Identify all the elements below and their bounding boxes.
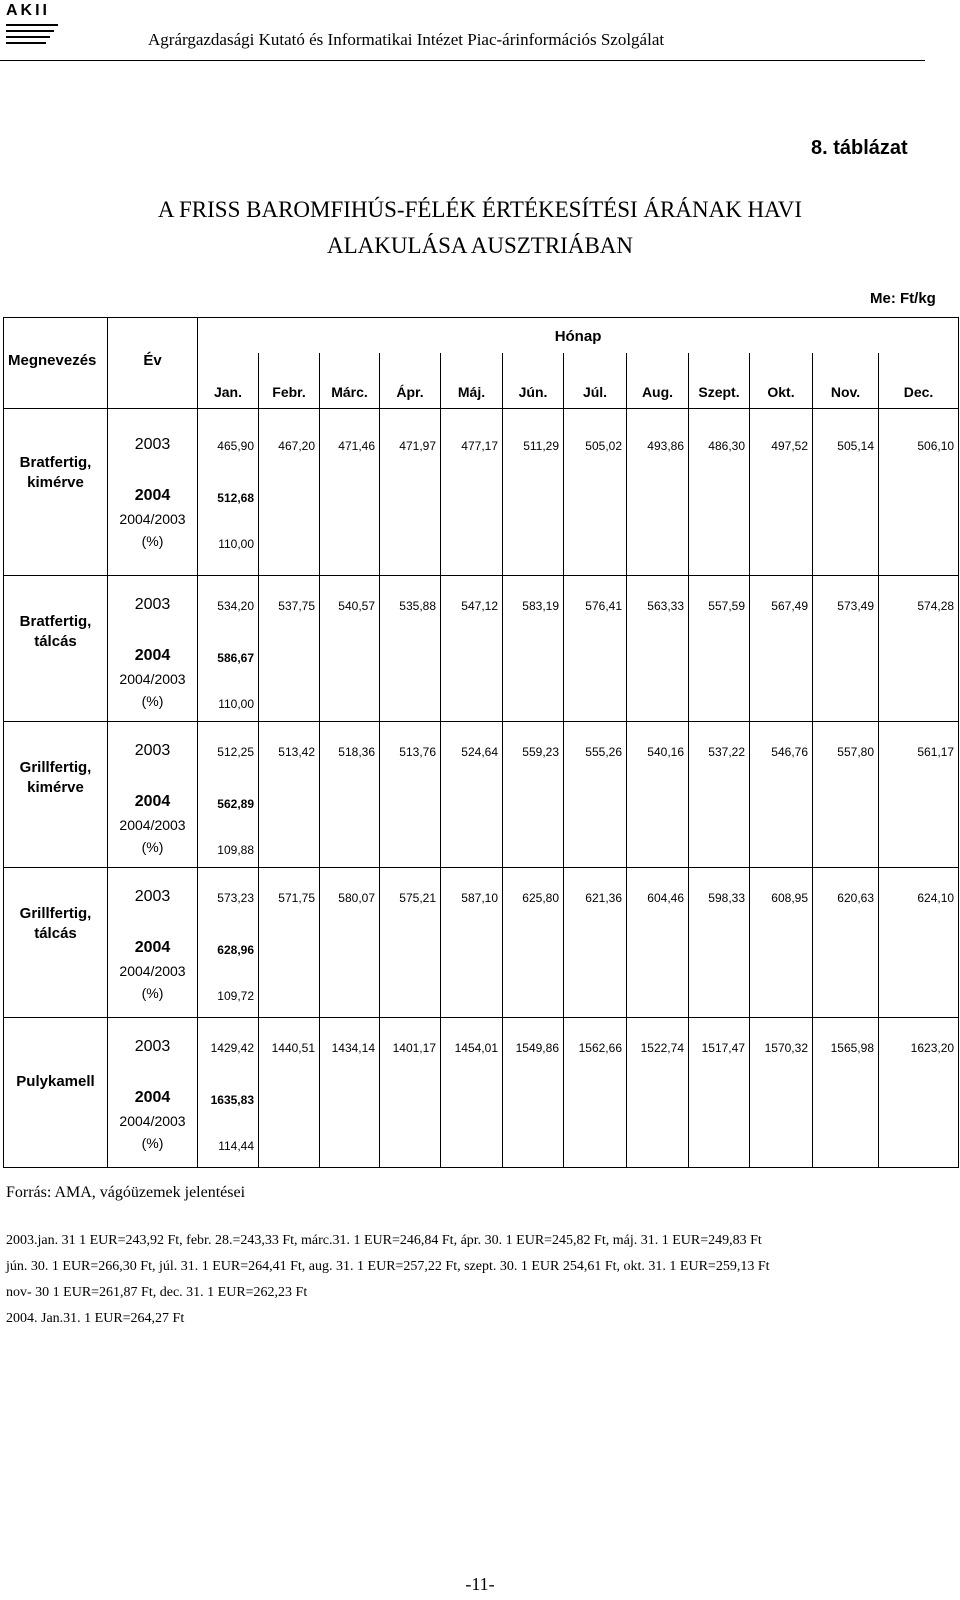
value-2003: 561,17 [917, 745, 955, 759]
value-2003: 1429,42 [210, 1041, 254, 1055]
year-2003-label: 2003 [134, 888, 171, 905]
value-cell [689, 1018, 750, 1168]
value-cell [627, 409, 689, 576]
product-name-cell [4, 722, 108, 868]
year-cell [108, 1018, 198, 1168]
page-number: -11- [465, 1574, 495, 1594]
note-line: 2004. Jan.31. 1 EUR=264,27 Ft [6, 1311, 185, 1326]
year-2004-label: 2004 [134, 487, 171, 504]
akii-logo [4, 2, 60, 50]
value-cell [750, 409, 813, 576]
month-header: Márc. [331, 384, 368, 400]
value-cell [879, 868, 959, 1018]
value-cell [380, 722, 441, 868]
value-cell [259, 409, 320, 576]
ratio-label: 2004/2003 [119, 817, 186, 833]
value-2003: 506,10 [917, 439, 955, 453]
value-cell [879, 576, 959, 722]
value-cell [503, 576, 564, 722]
value-cell [380, 868, 441, 1018]
month-header-cell [441, 353, 503, 409]
value-2004: 628,96 [217, 943, 254, 957]
month-header-cell [259, 353, 320, 409]
product-name-line: tálcás [34, 925, 77, 942]
value-cell [198, 868, 259, 1018]
ratio-label: 2004/2003 [119, 1113, 186, 1129]
month-header: Okt. [767, 384, 795, 400]
value-2003: 574,28 [917, 599, 955, 613]
value-2003: 518,36 [338, 745, 375, 759]
product-row [4, 576, 959, 722]
value-2003: 465,90 [217, 439, 254, 453]
month-header-cell [813, 353, 879, 409]
value-cell [198, 576, 259, 722]
value-2003: 513,42 [278, 745, 315, 759]
year-2003-label: 2003 [134, 742, 171, 759]
value-2003: 587,10 [461, 891, 498, 905]
value-2003: 557,59 [708, 599, 745, 613]
value-2003: 497,52 [771, 439, 808, 453]
exchange-rate-notes [6, 1228, 770, 1332]
ratio-percent-label: (%) [141, 1135, 164, 1151]
product-name-cell [4, 1018, 108, 1168]
logo-line [6, 24, 58, 26]
year-2003-label: 2003 [134, 436, 171, 453]
value-ratio: 109,88 [217, 843, 254, 857]
value-2004: 1635,83 [210, 1093, 254, 1107]
value-2003: 505,02 [585, 439, 622, 453]
note-line: 2003.jan. 31 1 EUR=243,92 Ft, febr. 28.=243,33 Ft, márc.31. 1 EUR=246,84 Ft, ápr. 30. 1 EUR=245,82 Ft, máj. 31. 1 EUR=249,83 Ft [6, 1233, 762, 1248]
header-name: Megnevezés [8, 352, 97, 369]
month-header-cell [689, 353, 750, 409]
year-2004-label: 2004 [134, 1089, 171, 1106]
logo-line [6, 30, 54, 32]
value-2003: 537,75 [278, 599, 315, 613]
month-header: Jan. [213, 384, 242, 400]
value-cell [627, 868, 689, 1018]
ratio-percent-label: (%) [141, 693, 164, 709]
value-cell [320, 868, 380, 1018]
month-header: Aug. [641, 384, 674, 400]
value-cell [503, 722, 564, 868]
value-2003: 621,36 [585, 891, 622, 905]
year-cell [108, 409, 198, 576]
value-cell [320, 409, 380, 576]
value-cell [503, 1018, 564, 1168]
value-2003: 567,49 [771, 599, 808, 613]
institute-name: Agrárgazdasági Kutató és Informatikai Intézet Piac-árinformációs Szolgálat [148, 30, 665, 49]
month-header-cell [320, 353, 380, 409]
value-2003: 559,23 [522, 745, 559, 759]
product-name-cell [4, 868, 108, 1018]
value-2003: 573,23 [217, 891, 254, 905]
value-2003: 505,14 [837, 439, 874, 453]
title-line-1: A FRISS BAROMFIHÚS-FÉLÉK ÉRTÉKESÍTÉSI ÁRÁNAK HAVI [157, 197, 803, 222]
month-header-cell [627, 353, 689, 409]
product-name-cell [4, 409, 108, 576]
month-header-cell [750, 353, 813, 409]
value-cell [503, 409, 564, 576]
value-2004: 562,89 [217, 797, 254, 811]
value-2003: 477,17 [461, 439, 498, 453]
value-cell [380, 576, 441, 722]
value-2003: 534,20 [217, 599, 254, 613]
product-row [4, 868, 959, 1018]
value-ratio: 110,00 [218, 697, 254, 711]
product-name [4, 1072, 107, 1092]
value-cell [441, 868, 503, 1018]
month-header: Máj. [457, 384, 486, 400]
value-cell [627, 576, 689, 722]
product-name-line: Grillfertig, [19, 905, 92, 922]
value-cell [320, 1018, 380, 1168]
ratio-percent-label: (%) [141, 985, 164, 1001]
value-2003: 557,80 [837, 745, 874, 759]
year-cell [108, 722, 198, 868]
note-line: jún. 30. 1 EUR=266,30 Ft, júl. 31. 1 EUR=264,41 Ft, aug. 31. 1 EUR=257,22 Ft, szept. 30. 1 EUR 254,61 Ft, okt. 31. 1 EUR=259,13 Ft [6, 1259, 770, 1274]
product-name-line: Pulykamell [16, 1073, 95, 1090]
logo-line [6, 42, 46, 44]
value-2003: 620,63 [837, 891, 874, 905]
value-cell [689, 868, 750, 1018]
value-2003: 1522,74 [640, 1041, 684, 1055]
month-header: Febr. [272, 384, 306, 400]
value-2003: 575,21 [399, 891, 436, 905]
month-header-cell [503, 353, 564, 409]
product-name-line: kimérve [27, 474, 84, 491]
value-2003: 512,25 [217, 745, 254, 759]
value-cell [689, 722, 750, 868]
value-cell [879, 1018, 959, 1168]
value-cell [689, 576, 750, 722]
value-cell [320, 576, 380, 722]
value-cell [813, 576, 879, 722]
value-2004: 586,67 [217, 651, 254, 665]
month-header: Jún. [518, 384, 548, 400]
value-2003: 513,76 [399, 745, 436, 759]
product-name [4, 904, 107, 944]
value-2003: 1517,47 [701, 1041, 745, 1055]
value-2003: 625,80 [522, 891, 559, 905]
page-title [0, 192, 960, 264]
value-cell [627, 722, 689, 868]
value-cell [320, 722, 380, 868]
month-header-cell [879, 353, 959, 409]
value-2003: 576,41 [585, 599, 622, 613]
year-2003-label: 2003 [134, 1038, 171, 1055]
value-cell [441, 1018, 503, 1168]
value-cell [750, 576, 813, 722]
table-number: 8. táblázat [811, 137, 908, 159]
value-cell [259, 722, 320, 868]
title-line-2: ALAKULÁSA AUSZTRIÁBAN [326, 233, 634, 258]
month-header-cell [380, 353, 441, 409]
source-note: Forrás: AMA, vágóüzemek jelentései [6, 1184, 246, 1201]
product-name [4, 612, 107, 652]
value-cell [198, 1018, 259, 1168]
month-header: Ápr. [396, 384, 424, 400]
value-2003: 1549,86 [515, 1041, 559, 1055]
value-2003: 1440,51 [271, 1041, 315, 1055]
value-2003: 1434,14 [331, 1041, 375, 1055]
month-header-cell [198, 353, 259, 409]
value-cell [441, 722, 503, 868]
year-2004-label: 2004 [134, 793, 171, 810]
product-name-line: Bratfertig, [19, 454, 92, 471]
value-2003: 580,07 [338, 891, 375, 905]
value-cell [813, 868, 879, 1018]
product-row [4, 1018, 959, 1168]
value-2003: 598,33 [708, 891, 745, 905]
year-cell [108, 868, 198, 1018]
month-header: Nov. [830, 384, 861, 400]
product-name [4, 758, 107, 798]
value-2003: 1623,20 [910, 1041, 955, 1055]
product-name [4, 453, 107, 493]
value-cell [879, 409, 959, 576]
value-cell [750, 722, 813, 868]
value-cell [689, 409, 750, 576]
value-2003: 547,12 [461, 599, 498, 613]
unit-label: Me: Ft/kg [870, 290, 936, 307]
value-cell [750, 868, 813, 1018]
value-ratio: 110,00 [218, 537, 254, 551]
value-2003: 583,19 [522, 599, 559, 613]
value-2003: 540,57 [338, 599, 375, 613]
month-header: Júl. [582, 384, 608, 400]
value-cell [259, 868, 320, 1018]
value-2003: 571,75 [278, 891, 315, 905]
value-cell [259, 576, 320, 722]
month-header-cell [564, 353, 627, 409]
year-2003-label: 2003 [134, 596, 171, 613]
header-row-1 [4, 318, 959, 353]
value-2003: 1401,17 [392, 1041, 436, 1055]
year-2004-label: 2004 [134, 939, 171, 956]
product-name-line: kimérve [27, 779, 84, 796]
value-2003: 471,97 [399, 439, 436, 453]
value-ratio: 109,72 [217, 989, 254, 1003]
value-ratio: 114,44 [218, 1139, 254, 1153]
month-header: Szept. [698, 384, 740, 400]
product-name-line: Grillfertig, [19, 759, 92, 776]
product-name-line: Bratfertig, [19, 613, 92, 630]
value-cell [813, 1018, 879, 1168]
year-2004-label: 2004 [134, 647, 171, 664]
value-2003: 535,88 [399, 599, 436, 613]
value-2003: 511,29 [523, 439, 559, 453]
value-cell [380, 1018, 441, 1168]
product-row [4, 722, 959, 868]
value-2004: 512,68 [217, 491, 254, 505]
value-cell [813, 409, 879, 576]
value-2003: 604,46 [647, 891, 684, 905]
product-name-cell [4, 576, 108, 722]
value-cell [564, 1018, 627, 1168]
value-2003: 1570,32 [764, 1041, 808, 1055]
value-2003: 624,10 [917, 891, 955, 905]
ratio-percent-label: (%) [141, 839, 164, 855]
header-year: Év [143, 352, 162, 369]
value-2003: 608,95 [771, 891, 808, 905]
ratio-label: 2004/2003 [119, 511, 186, 527]
ratio-label: 2004/2003 [119, 671, 186, 687]
header-name-cell [4, 318, 108, 409]
header-divider [0, 60, 925, 61]
value-2003: 486,30 [708, 439, 745, 453]
value-cell [564, 409, 627, 576]
value-cell [259, 1018, 320, 1168]
ratio-label: 2004/2003 [119, 963, 186, 979]
value-cell [198, 722, 259, 868]
value-2003: 493,86 [647, 439, 684, 453]
value-cell [503, 868, 564, 1018]
value-cell [564, 868, 627, 1018]
value-cell [380, 409, 441, 576]
value-2003: 467,20 [278, 439, 315, 453]
value-2003: 540,16 [647, 745, 684, 759]
value-cell [627, 1018, 689, 1168]
product-name-line: tálcás [34, 633, 77, 650]
note-line: nov- 30 1 EUR=261,87 Ft, dec. 31. 1 EUR=262,23 Ft [6, 1285, 308, 1300]
ratio-percent-label: (%) [141, 533, 164, 549]
value-cell [564, 722, 627, 868]
month-header: Dec. [903, 384, 934, 400]
value-2003: 1565,98 [830, 1041, 874, 1055]
value-2003: 555,26 [585, 745, 622, 759]
header-year-cell [108, 318, 198, 409]
value-cell [564, 576, 627, 722]
value-cell [441, 409, 503, 576]
value-2003: 1454,01 [454, 1041, 498, 1055]
value-2003: 563,33 [647, 599, 684, 613]
value-cell [750, 1018, 813, 1168]
value-2003: 537,22 [708, 745, 745, 759]
value-cell [879, 722, 959, 868]
value-cell [813, 722, 879, 868]
value-2003: 546,76 [771, 745, 808, 759]
logo-text: AKII [6, 2, 50, 19]
header-month-group [198, 318, 959, 353]
year-cell [108, 576, 198, 722]
value-cell [441, 576, 503, 722]
value-cell [198, 409, 259, 576]
price-table [3, 317, 959, 1168]
logo-line [6, 36, 50, 38]
header-honap: Hónap [554, 328, 602, 345]
value-2003: 471,46 [338, 439, 375, 453]
product-row [4, 409, 959, 576]
value-2003: 573,49 [837, 599, 874, 613]
value-2003: 524,64 [461, 745, 498, 759]
value-2003: 1562,66 [578, 1041, 622, 1055]
